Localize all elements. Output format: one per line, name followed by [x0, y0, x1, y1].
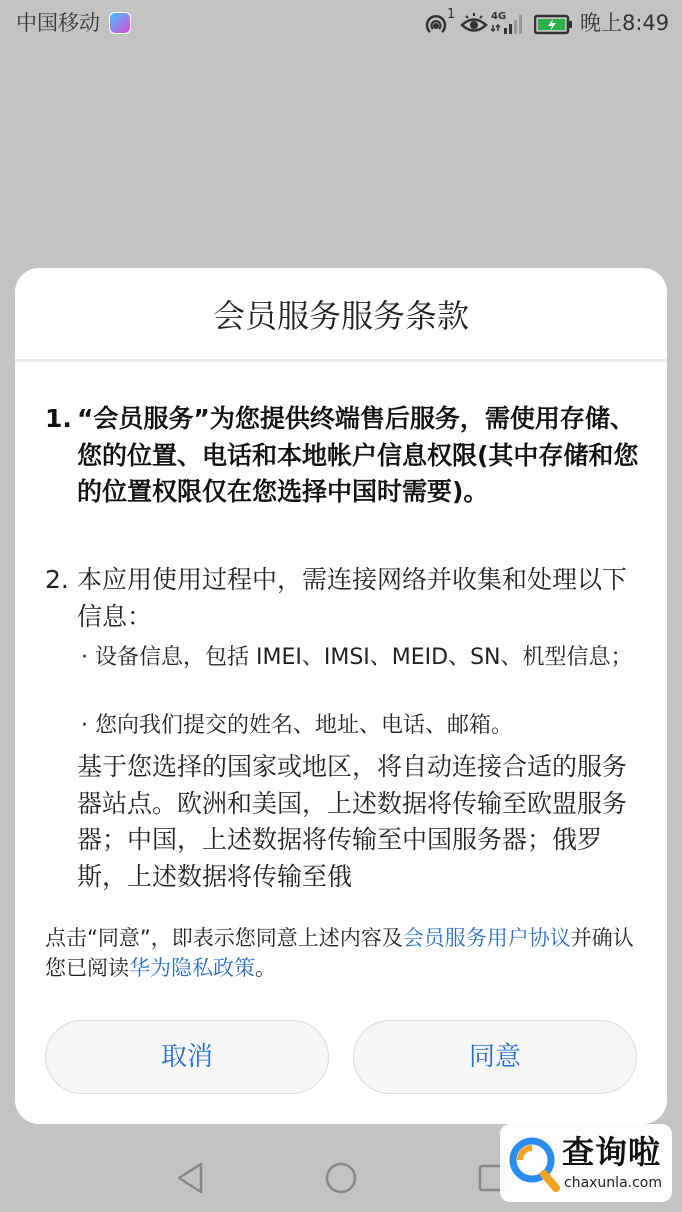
bullet-text: 您向我们提交的姓名、地址、电话、邮箱。 — [95, 713, 514, 738]
clock: 晚上8:49 — [580, 11, 670, 35]
terms-scroll-area[interactable] — [15, 363, 667, 894]
consent-prefix: 点击“同意”，即表示您同意上述内容及 — [45, 926, 403, 950]
watermark-name: 查询啦 — [562, 1133, 662, 1171]
term-number: 2. — [45, 565, 69, 594]
bullet-item — [77, 643, 641, 673]
consent-text — [45, 923, 643, 983]
server-location-paragraph: 基于您选择的国家或地区，将自动连接合适的服务器站点。欧洲和美国，上述数据将传输至欧盟服务器；中国，上述数据将传输至中国服务器；俄罗斯，上述数据将传输至俄 — [77, 752, 628, 891]
term-text: “会员服务”为您提供终端售后服务，需使用存储、您的位置、电话和本地帐户信息权限(其中存储和您的位置权限仅在您选择中国时需要)。 — [77, 404, 639, 506]
bullet-mark: · — [81, 713, 88, 738]
term-1 — [45, 401, 643, 511]
carrier-name: 中国移动 — [16, 11, 100, 35]
back-icon[interactable] — [174, 1160, 206, 1196]
term-2 — [45, 562, 643, 635]
watermark-domain: chaxunla.com — [564, 1175, 662, 1191]
bullet-item — [77, 711, 641, 741]
privacy-policy-link[interactable]: 华为隐私政策 — [129, 956, 255, 980]
network-superscript: 1 — [447, 7, 456, 22]
terms-dialog — [15, 268, 667, 1124]
video-app-icon — [109, 12, 131, 34]
bullet-text: 设备信息，包括 IMEI、IMSI、MEID、SN、机型信息； — [95, 645, 633, 670]
term-text: 本应用使用过程中，需连接网络并收集和处理以下信息： — [77, 565, 628, 631]
eye-comfort-icon — [460, 11, 488, 37]
watermark — [500, 1124, 672, 1202]
consent-suffix: 。 — [255, 956, 276, 980]
battery-icon — [534, 11, 574, 37]
bullet-mark: · — [81, 645, 88, 670]
magnifier-logo-icon — [506, 1130, 562, 1196]
dialog-title: 会员服务服务条款 — [212, 297, 469, 335]
signal-icon — [490, 11, 524, 37]
cancel-button[interactable]: 取消 — [45, 1020, 329, 1094]
network-type: 4G — [491, 11, 507, 22]
consent-middle: 并确认您已阅读 — [45, 926, 634, 980]
member-service-agreement-link[interactable]: 会员服务用户协议 — [402, 926, 571, 950]
term-number: 1. — [45, 404, 72, 433]
home-icon[interactable] — [324, 1160, 358, 1196]
agree-button[interactable]: 同意 — [353, 1020, 637, 1094]
title-divider — [15, 359, 667, 362]
status-bar — [0, 0, 682, 48]
